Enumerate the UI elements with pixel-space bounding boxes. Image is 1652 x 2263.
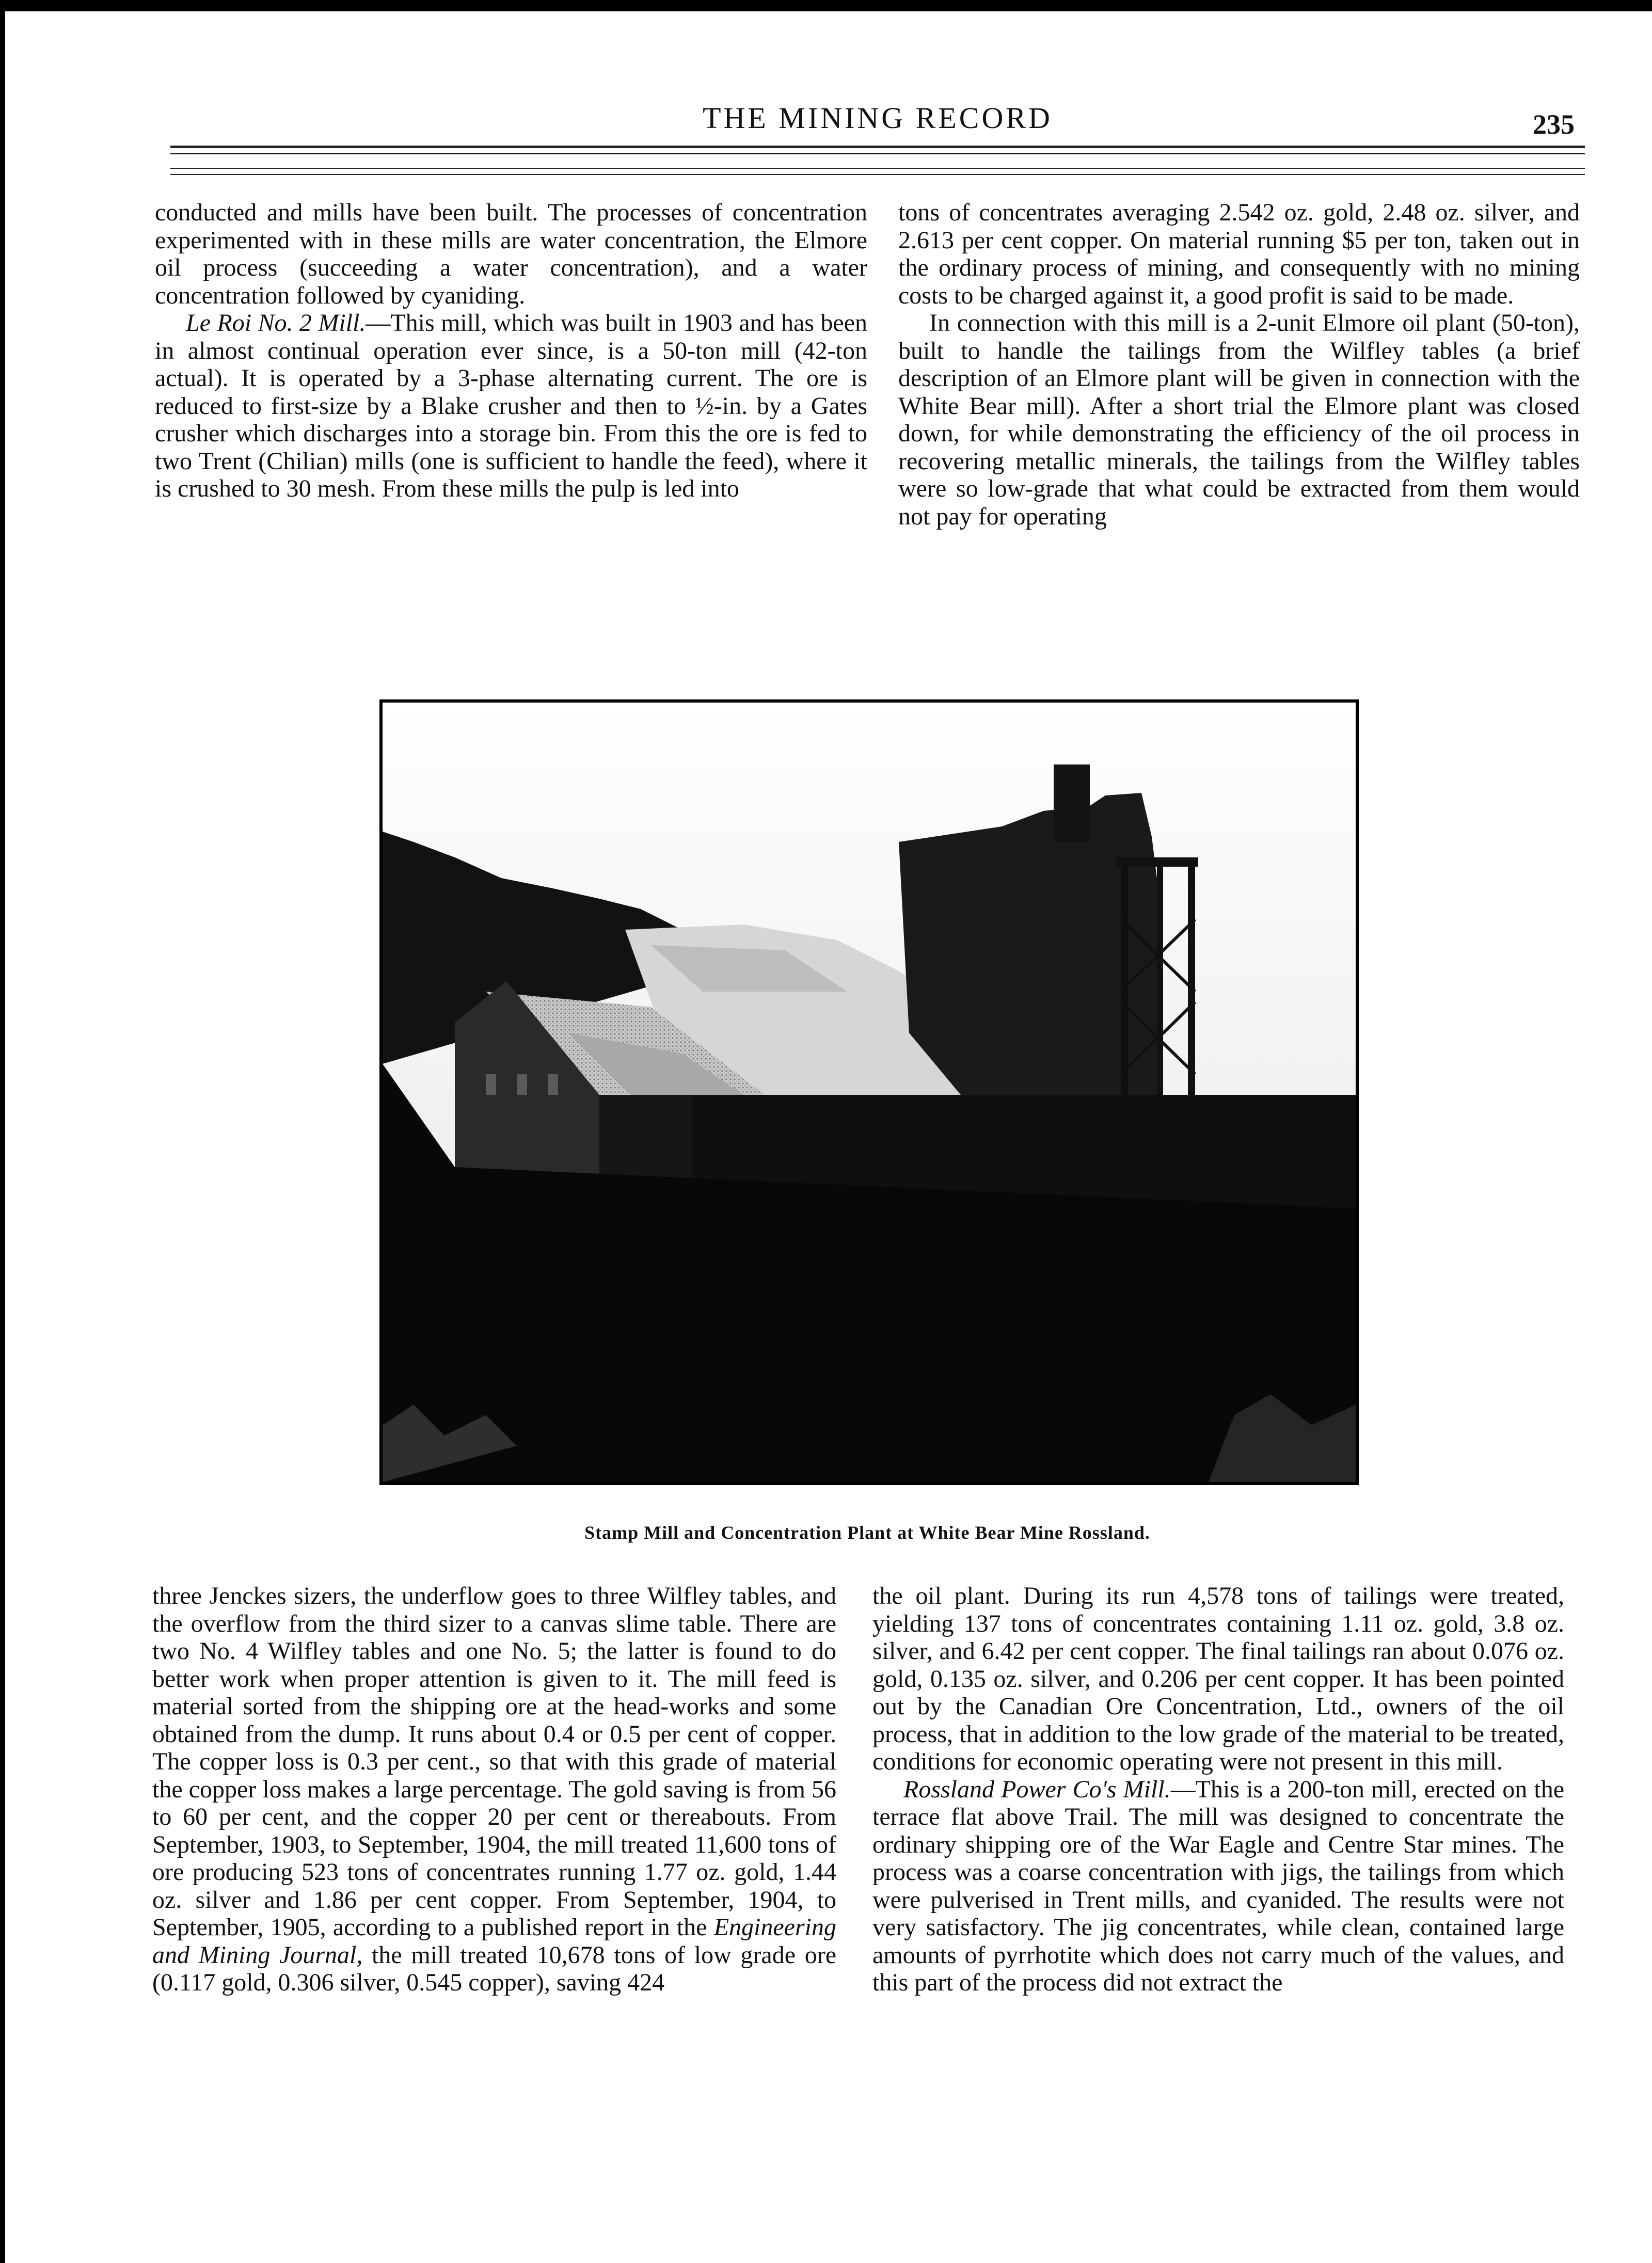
- column-bottom-right: [872, 1582, 1564, 1997]
- journal-title: Engineering and Mining Journal,: [152, 1914, 836, 1969]
- paragraph: [872, 1776, 1564, 1997]
- column-bottom-left: [152, 1582, 836, 1997]
- paragraph: [155, 309, 867, 503]
- page-header: [170, 95, 1585, 142]
- header-rule: [170, 168, 1585, 169]
- scan-left-edge: [0, 0, 5, 2263]
- paragraph: tons of concentrates averaging 2.542 oz. gold, 2.48 oz. silver, and 2.613 per cent copper. On material running $5 per ton, taken out in the ordinary process of mining, and consequently with no mining costs to be charged against it, a good profit is said to be made.: [898, 199, 1580, 309]
- paragraph-text: —This is a 200-ton mill, erected on the terrace flat above Trail. The mill was designed to concentrate the ordinary shipping ore of the War Eagle and Centre Star mines. The process was a coarse concentration with jigs, the tailings from which were pulverised in Trent mills, and cyanided. The results were not very satisfactory. The jig concentrates, while clean, contained large amounts of pyrrhotite which does not carry much of the values, and this part of the process did not extract the: [872, 1775, 1564, 1996]
- section-title: Le Roi No. 2 Mill.: [186, 309, 366, 337]
- paragraph-text: three Jenckes sizers, the underflow goes to three Wilfley tables, and the overflow from the third sizer to a canvas slime table. There are two No. 4 Wilfley tables and one No. 5; the latter is found to do better work when proper attention is given to it. The mill feed is material sorted from the shipping ore at the head-works and some obtained from the dump. It runs about 0.4 or 0.5 per cent of copper. The copper loss is 0.3 per cent., so that with this grade of material the copper loss makes a large percentage. The gold saving is from 56 to 60 per cent, and the copper 20 per cent or thereabouts. From September, 1903, to September, 1904, the mill treated 11,600 tons of ore producing 523 tons of concentrates running 1.77 oz. gold, 1.44 oz. silver and 1.86 per cent copper. From September, 1904, to September, 1905, according to a published report in the: [152, 1582, 836, 1941]
- paragraph: conducted and mills have been built. The processes of concentration experimented with in these mills are water concentration, the Elmore oil process (succeeding a water concentration), and a water concentration followed by cyaniding.: [155, 199, 867, 309]
- figure-caption: Stamp Mill and Concentration Plant at White Bear Mine Rossland.: [584, 1522, 1150, 1543]
- header-rule: [170, 174, 1585, 175]
- column-top-left: [155, 199, 867, 503]
- paragraph: In connection with this mill is a 2-unit Elmore oil plant (50-ton), built to handle the tailings from the Wilfley tables (a brief description of an Elmore plant will be given in connection with the White Bear mill). After a short trial the Elmore plant was closed down, for while demonstrating the efficiency of the oil process in recovering metallic minerals, the tailings from the Wilfley tables were so low-grade that what could be extracted from them would not pay for operating: [898, 309, 1580, 530]
- section-title: Rossland Power Co's Mill.: [903, 1775, 1171, 1803]
- scan-top-edge: [0, 0, 1652, 11]
- paragraph: the oil plant. During its run 4,578 tons of tailings were treated, yielding 137 tons of concentrates containing 1.11 oz. gold, 3.8 oz. silver, and 6.42 per cent copper. The final tailings ran about 0.076 oz. gold, 0.135 oz. silver, and 0.206 per cent copper. It has been pointed out by the Canadian Ore Concentration, Ltd., owners of the oil process, that in addition to the low grade of the material to be treated, conditions for economic operating were not present in this mill.: [872, 1582, 1564, 1775]
- page-number: 235: [1533, 109, 1575, 140]
- running-title: THE MINING RECORD: [703, 101, 1053, 135]
- paragraph-text: the mill treated 10,678 tons of low grade ore (0.117 gold, 0.306 silver, 0.545 copper), saving 424: [152, 1941, 836, 1996]
- header-rule: [170, 146, 1585, 148]
- header-rule: [170, 153, 1585, 154]
- column-top-right: [898, 199, 1580, 530]
- paragraph-text: —This mill, which was built in 1903 and has been in almost continual operation ever since, is a 50-ton mill (42-ton actual). It is operated by a 3-phase alternating current. The ore is reduced to first-size by a Blake crusher and then to ½-in. by a Gates crusher which discharges into a storage bin. From this the ore is fed to two Trent (Chilian) mills (one is sufficient to handle the feed), where it is crushed to 30 mesh. From these mills the pulp is led into: [155, 309, 867, 502]
- paragraph: [152, 1582, 836, 1997]
- mill-photograph: [379, 699, 1359, 1485]
- mill-photograph-drawing: [383, 703, 1356, 1482]
